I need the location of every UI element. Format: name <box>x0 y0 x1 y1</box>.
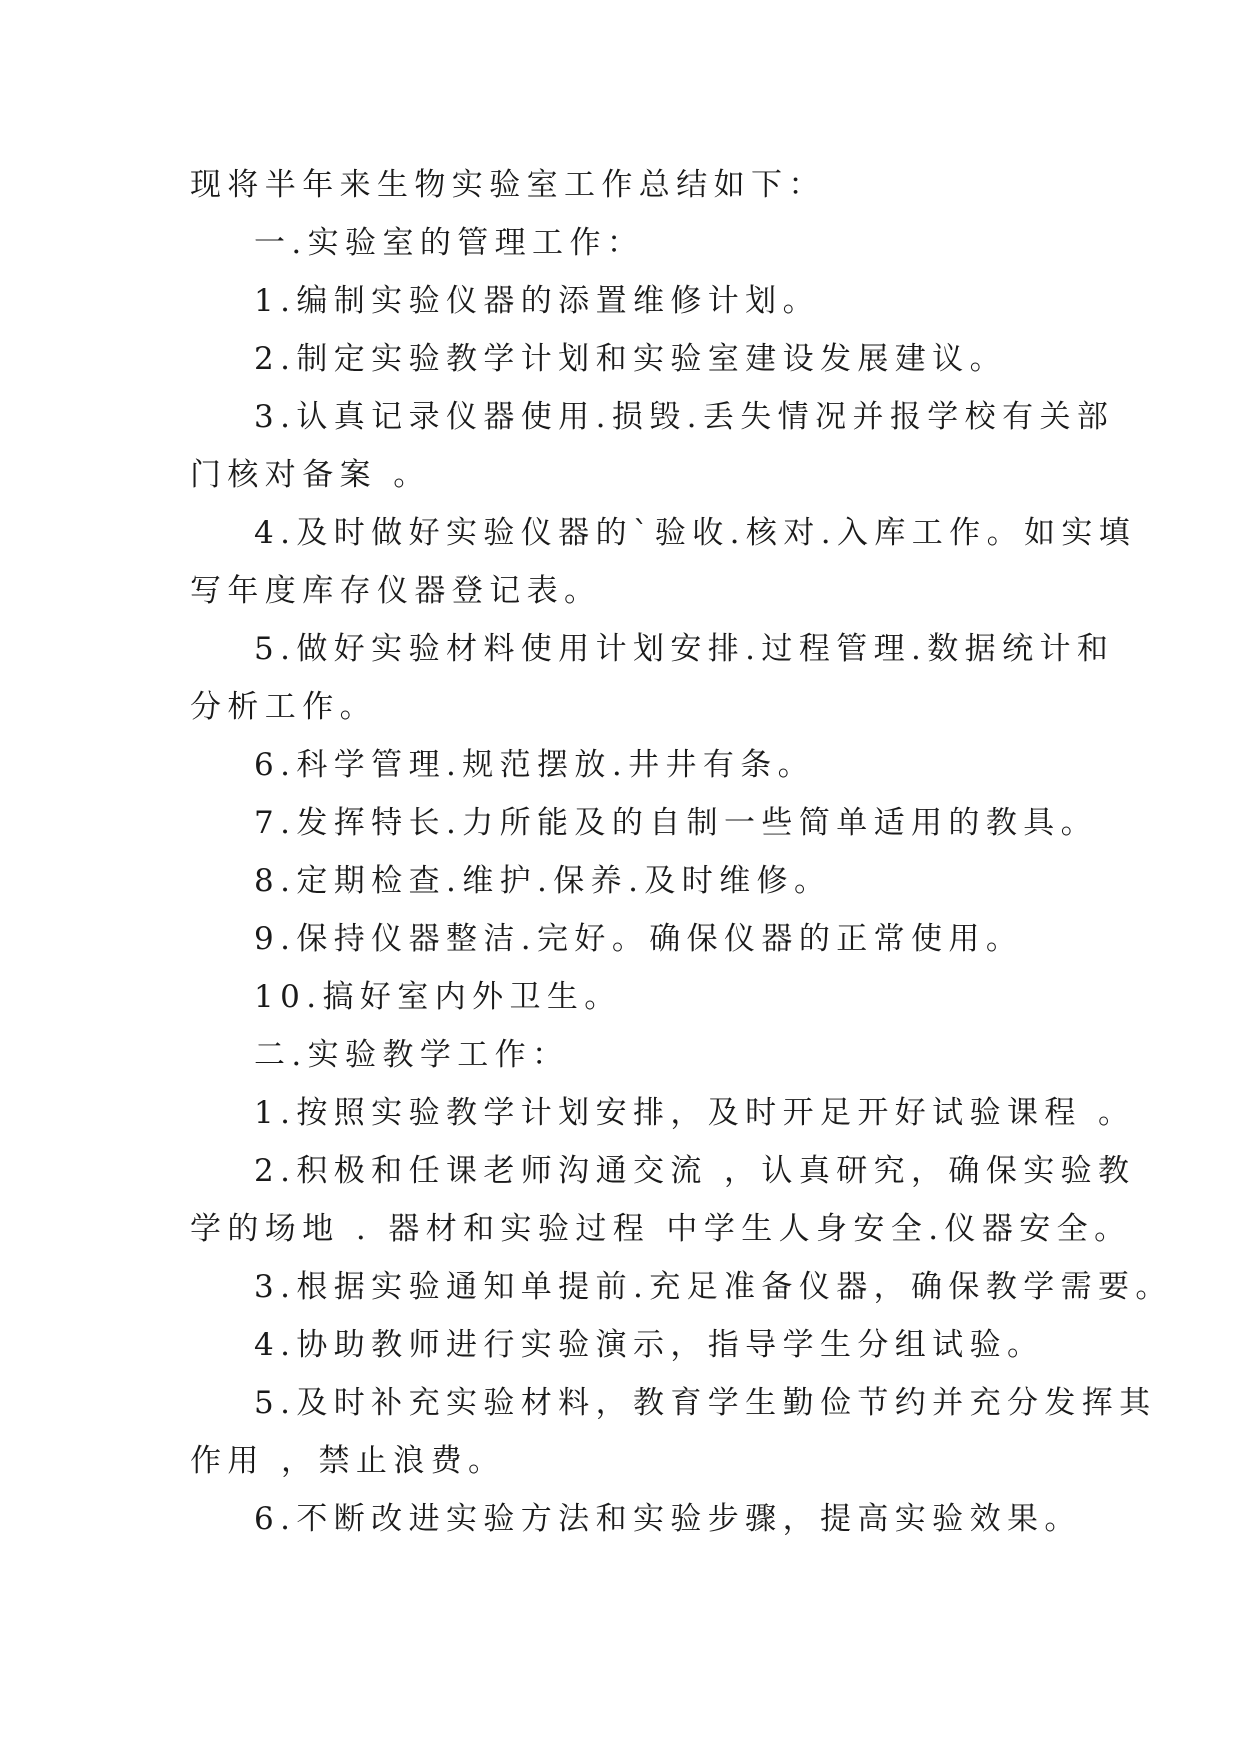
list-item: 4.及时做好实验仪器的`验收.核对.入库工作。如实填 <box>254 515 1137 551</box>
list-item-continuation: 学的场地 . 器材和实验过程 中学生人身安全.仪器安全。 <box>190 1211 1132 1247</box>
list-item: 1.编制实验仪器的添置维修计划。 <box>254 283 820 319</box>
list-item: 8.定期检查.维护.保养.及时维修。 <box>254 863 832 899</box>
list-item-continuation: 分析工作。 <box>190 689 377 725</box>
list-item: 6.科学管理.规范摆放.井井有条。 <box>254 747 816 783</box>
section-heading-management: 一.实验室的管理工作： <box>254 225 645 261</box>
list-item: 5.及时补充实验材料，教育学生勤俭节约并充分发挥其 <box>254 1385 1157 1421</box>
list-item: 7.发挥特长.力所能及的自制一些简单适用的教具。 <box>254 805 1099 841</box>
section-heading-teaching: 二.实验教学工作： <box>254 1037 570 1073</box>
list-item: 6.不断改进实验方法和实验步骤，提高实验效果。 <box>254 1501 1082 1537</box>
list-item: 2.积极和任课老师沟通交流 ，认真研究，确保实验教 <box>254 1153 1136 1189</box>
list-item: 3.认真记录仪器使用.损毁.丢失情况并报学校有关部 <box>254 399 1115 435</box>
list-item: 1.按照实验教学计划安排，及时开足开好试验课程 。 <box>254 1095 1136 1131</box>
list-item: 3.根据实验通知单提前.充足准备仪器，确保教学需要。 <box>254 1269 1173 1305</box>
list-item-continuation: 写年度库存仪器登记表。 <box>190 573 602 609</box>
list-item-continuation: 门核对备案 。 <box>190 457 431 493</box>
list-item: 4.协助教师进行实验演示，指导学生分组试验。 <box>254 1327 1045 1363</box>
list-item: 5.做好实验材料使用计划安排.过程管理.数据统计和 <box>254 631 1115 667</box>
list-item-continuation: 作用 ，禁止浪费。 <box>190 1443 506 1479</box>
list-item: 10.搞好室内外卫生。 <box>254 979 622 1015</box>
intro-line: 现将半年来生物实验室工作总结如下： <box>190 167 826 203</box>
list-item: 9.保持仪器整洁.完好。确保仪器的正常使用。 <box>254 921 1024 957</box>
list-item: 2.制定实验教学计划和实验室建设发展建议。 <box>254 341 1007 377</box>
